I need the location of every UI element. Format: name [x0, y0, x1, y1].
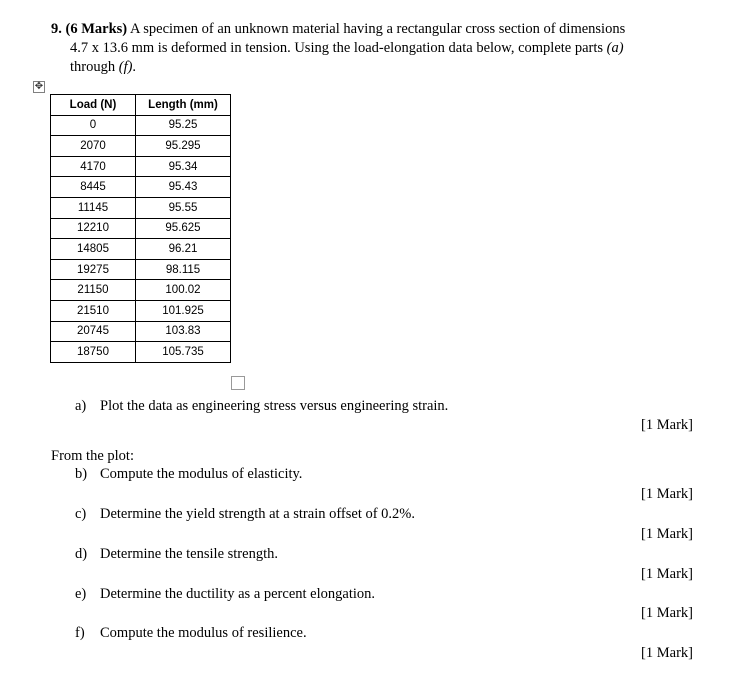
- table-row: [51, 321, 231, 342]
- table-row: [51, 239, 231, 260]
- header-length: Length (mm): [136, 95, 231, 116]
- question-line-3: [51, 58, 711, 77]
- part-letter: f): [75, 625, 85, 641]
- question-text-2: 4.7 x 13.6 mm is deformed in tension. Using the load-elongation data below, complete parts: [70, 40, 607, 56]
- part-c-marks: [1 Mark]: [641, 526, 693, 542]
- table-row: [51, 218, 231, 239]
- question-statement: [51, 20, 711, 77]
- question-text-1: A specimen of an unknown material having a rectangular cross section of dimensions: [127, 21, 626, 37]
- question-number: 9.: [51, 21, 62, 37]
- part-text: Determine the ductility as a percent elongation.: [100, 586, 375, 602]
- load-cell: 11145: [51, 197, 136, 218]
- part-letter: e): [75, 586, 87, 602]
- part-text: Determine the yield strength at a strain offset of 0.2%.: [100, 506, 416, 522]
- load-cell: 12210: [51, 218, 136, 239]
- question-period: .: [132, 59, 137, 75]
- question-marks: (6 Marks): [65, 21, 128, 37]
- length-cell: 103.83: [136, 321, 231, 342]
- from-plot-label: From the plot:: [51, 448, 134, 464]
- load-cell: 0: [51, 115, 136, 136]
- question-text-3: through: [70, 59, 119, 75]
- length-cell: 95.25: [136, 115, 231, 136]
- load-cell: 2070: [51, 136, 136, 157]
- part-b-marks: [1 Mark]: [641, 486, 693, 502]
- header-load: Load (N): [51, 95, 136, 116]
- table-row: [51, 115, 231, 136]
- length-cell: 105.735: [136, 342, 231, 363]
- load-cell: 14805: [51, 239, 136, 260]
- table-row: [51, 342, 231, 363]
- part-a-reference: (a): [606, 40, 624, 56]
- length-cell: 100.02: [136, 280, 231, 301]
- length-cell: 95.295: [136, 136, 231, 157]
- part-letter: d): [75, 546, 88, 562]
- part-f: [75, 624, 307, 642]
- part-letter: a): [75, 398, 87, 414]
- table-resize-handle[interactable]: [231, 376, 245, 390]
- part-b: [75, 465, 302, 483]
- part-e-marks: [1 Mark]: [641, 605, 693, 621]
- table-header-row: [51, 95, 231, 116]
- part-a-marks: [1 Mark]: [641, 417, 693, 433]
- part-d-marks: [1 Mark]: [641, 566, 693, 582]
- table-row: [51, 280, 231, 301]
- table-row: [51, 197, 231, 218]
- load-cell: 21510: [51, 300, 136, 321]
- length-cell: 95.55: [136, 197, 231, 218]
- part-f-marks: [1 Mark]: [641, 645, 693, 661]
- load-cell: 8445: [51, 177, 136, 198]
- part-letter: c): [75, 506, 87, 522]
- table-row: [51, 156, 231, 177]
- part-text: Compute the modulus of elasticity.: [100, 466, 303, 482]
- part-text: Plot the data as engineering stress versus engineering strain.: [100, 398, 449, 414]
- part-d: [75, 545, 278, 563]
- table-row: [51, 136, 231, 157]
- part-a: [75, 397, 448, 415]
- length-cell: 95.34: [136, 156, 231, 177]
- table-move-handle-icon[interactable]: ✥: [34, 81, 44, 92]
- part-c: [75, 505, 415, 523]
- load-cell: 18750: [51, 342, 136, 363]
- length-cell: 98.115: [136, 259, 231, 280]
- table-row: [51, 259, 231, 280]
- part-f-reference: (f): [118, 59, 133, 75]
- table-row: [51, 300, 231, 321]
- part-text: Determine the tensile strength.: [100, 546, 278, 562]
- load-cell: 4170: [51, 156, 136, 177]
- load-cell: 19275: [51, 259, 136, 280]
- part-letter: b): [75, 466, 88, 482]
- length-cell: 101.925: [136, 300, 231, 321]
- question-line-2: [51, 39, 711, 58]
- length-cell: 95.625: [136, 218, 231, 239]
- load-cell: 21150: [51, 280, 136, 301]
- length-cell: 96.21: [136, 239, 231, 260]
- load-elongation-table: [50, 94, 231, 363]
- part-text: Compute the modulus of resilience.: [100, 625, 307, 641]
- table-row: [51, 177, 231, 198]
- part-e: [75, 585, 375, 603]
- length-cell: 95.43: [136, 177, 231, 198]
- question-line-1: [51, 20, 711, 39]
- load-cell: 20745: [51, 321, 136, 342]
